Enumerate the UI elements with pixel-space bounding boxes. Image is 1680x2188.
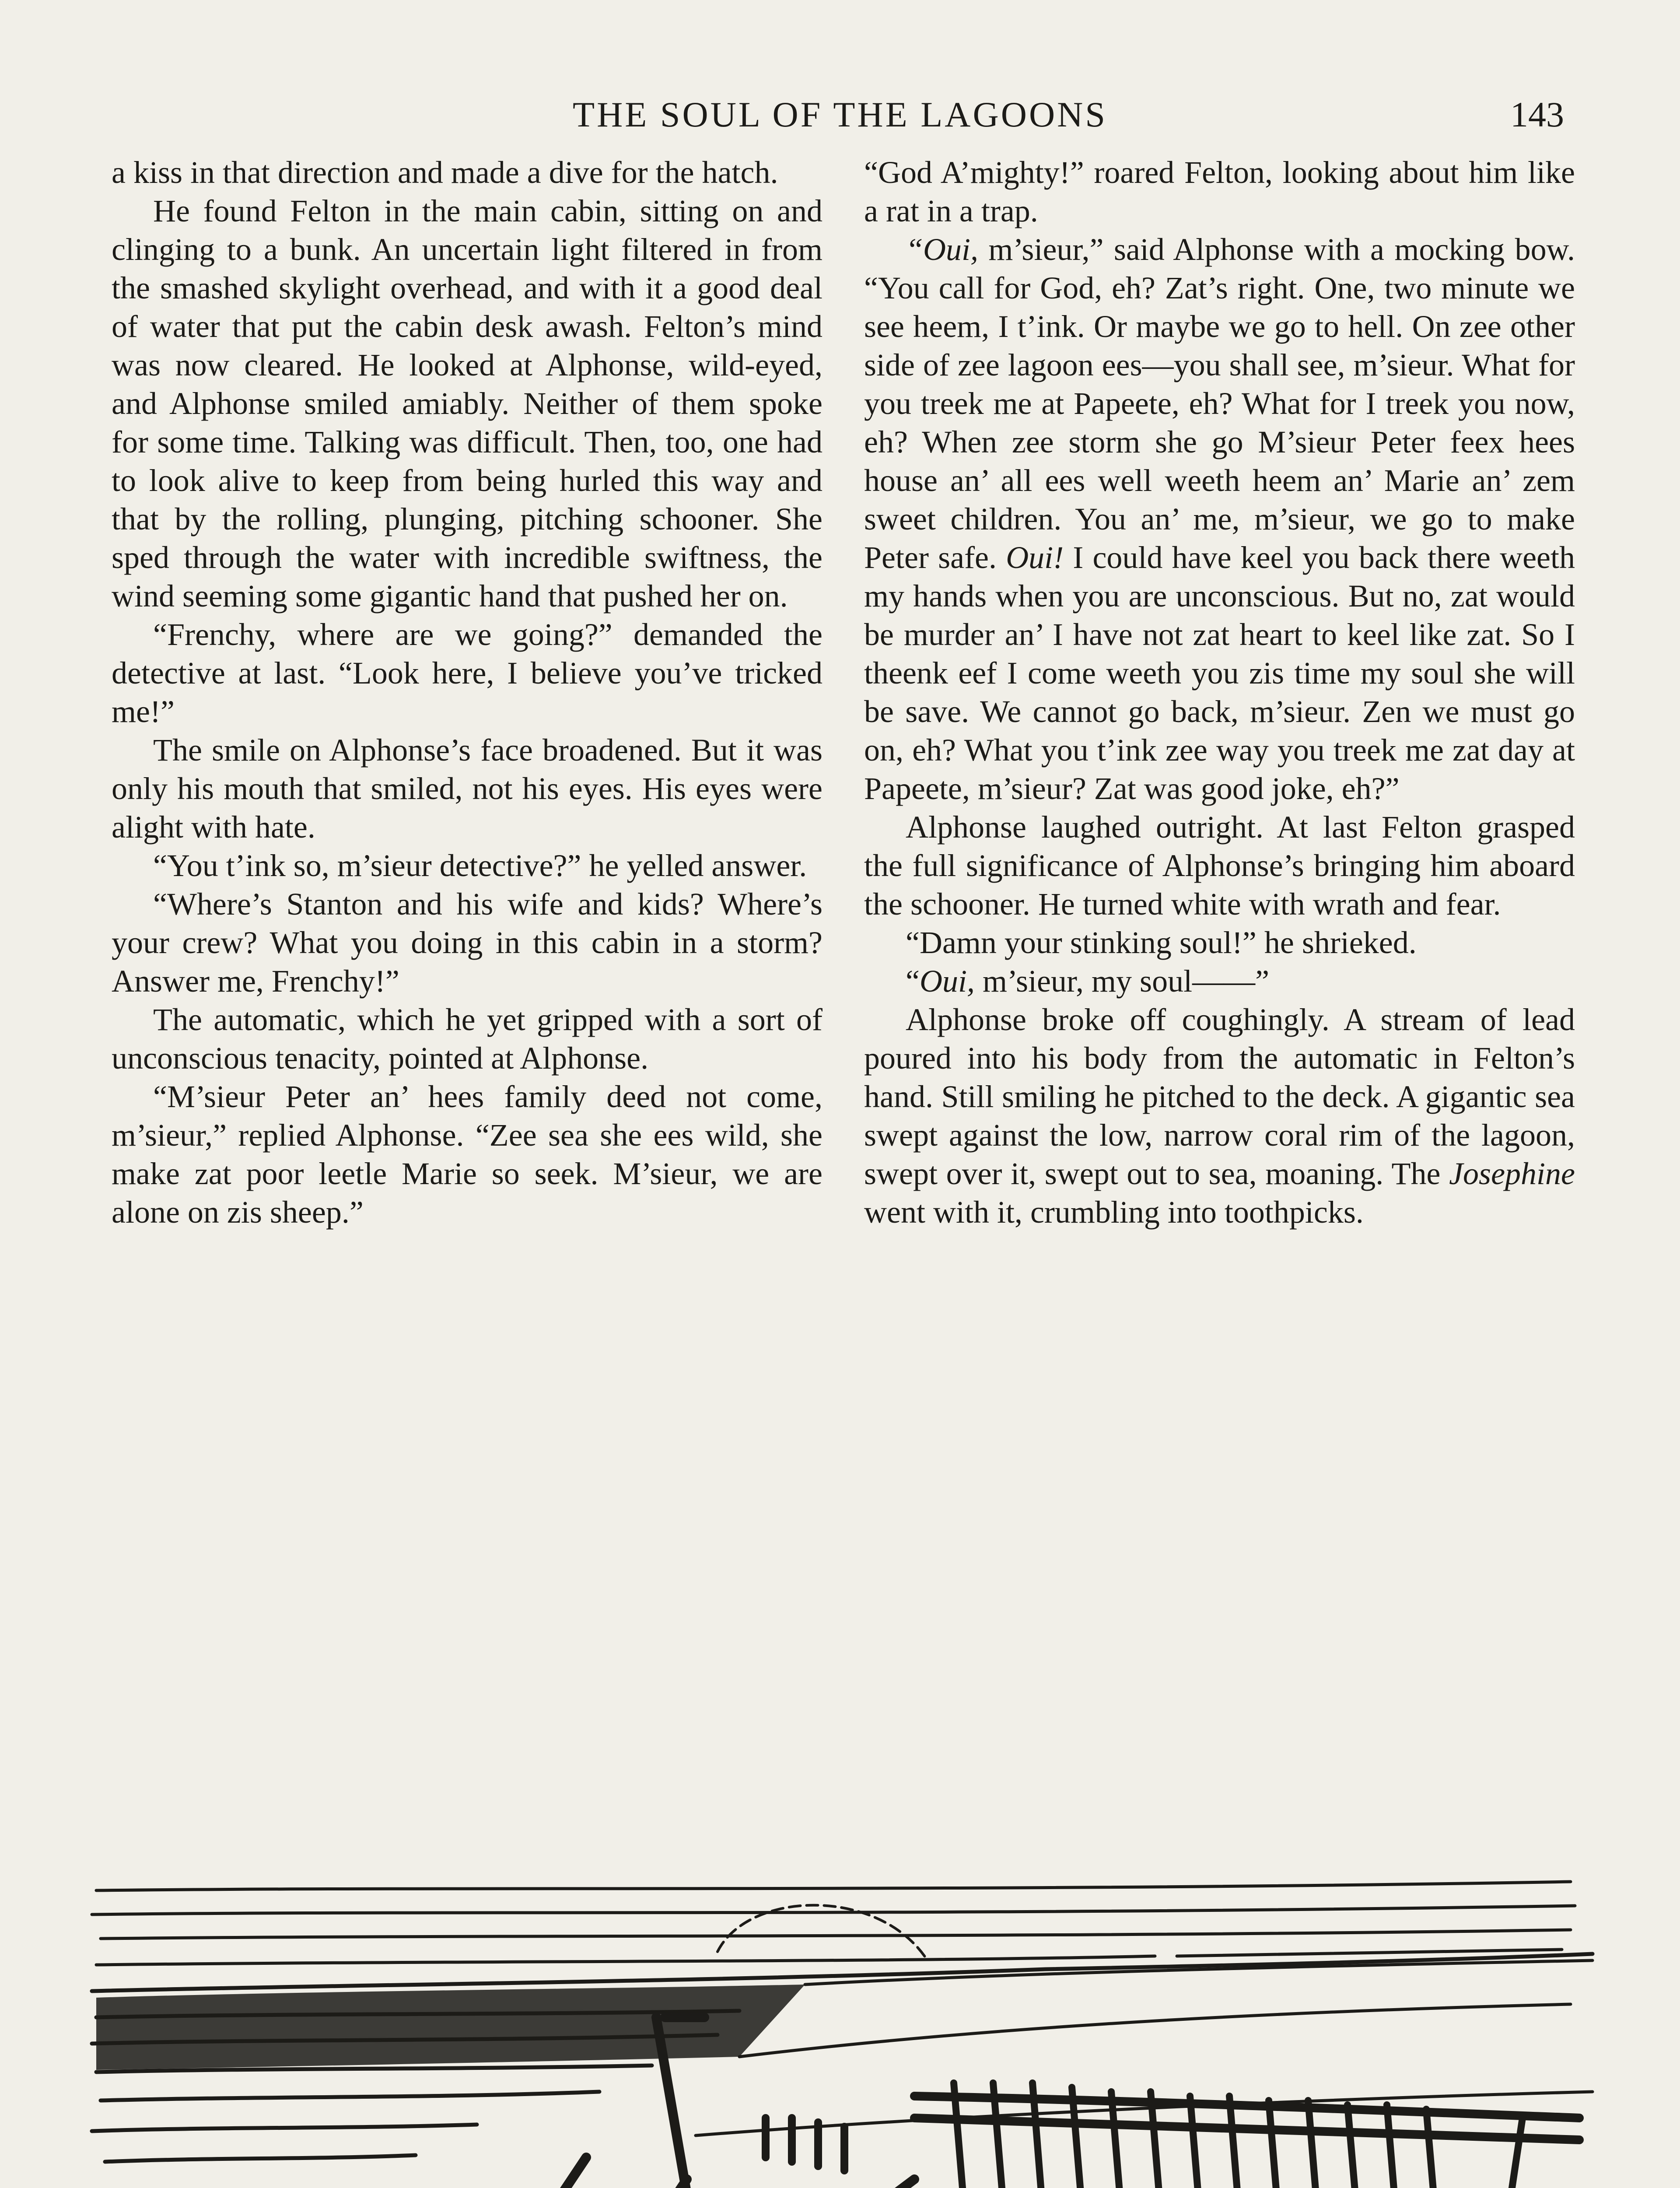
paragraph: “Frenchy, where are we going?” demanded the detective at last. “Look here, I believe you’ve tricked me!” <box>112 617 822 729</box>
fence-rail <box>914 2096 1579 2140</box>
page-number: 143 <box>1510 95 1564 134</box>
paragraph: He found Felton in the main cabin, sitting on and clinging to a bunk. An uncertain light filtered in from the smashed skylight overhead, and with it a good deal of water that put the cabin desk awash. Felton’s mind was now cleared. He looked at Alphonse, wild-eyed, and Alphonse smiled amiably. Neither of them spoke for some time. Talking was difficult. Then, too, one had to look alive to keep from being hurled this way and that by the rolling, plunging, pitching schooner. She sped through the water with incredible swiftness, the wind seeming some gigantic hand that pushed her on. <box>112 193 822 614</box>
running-head <box>0 94 1680 142</box>
paragraph: Alphonse laughed outright. At last Felton grasped the full significance of Alphonse’s bringing him aboard the schooner. He turned white with wrath and fear. <box>864 810 1575 922</box>
text-run: m’sieur,” said Alphonse with a mocking bow. “You call for God, eh? Zat’s right. One, two minute we see heem, I t’ink. Or maybe we go to hell. On zee other side of zee lagoon ees—you shall see, m’sieur. What for you treek me at Papeete, eh? What for I treek you now, eh? When zee storm she go M’sieur Peter feex hees house an’ all ees well weeth heem an’ Marie an’ zem sweet children. You an’ me, m’sieur, we go to make Peter safe. <box>864 232 1575 575</box>
text-run: m’sieur, my soul——” <box>974 964 1270 999</box>
italic-word: “Oui, <box>906 232 979 267</box>
dark-sea <box>96 1985 805 2070</box>
text-run: went with it, crumbling into toothpicks. <box>864 1195 1364 1230</box>
paragraph: “God A’mighty!” roared Felton, looking about him like a rat in a trap. <box>864 155 1575 228</box>
paragraph: The automatic, which he yet gripped with a sort of unconscious tenacity, pointed at Alphonse. <box>112 1002 822 1076</box>
paragraph: The smile on Alphonse’s face broadened. But it was only his mouth that smiled, not his eyes. His eyes were alight with hate. <box>112 733 822 845</box>
italic-word: Oui, <box>919 964 975 999</box>
paragraph: “Where’s Stanton and his wife and kids? Where’s your crew? What you doing in this cabin in a storm? Answer me, Frenchy!” <box>112 887 822 999</box>
right-text-column <box>864 153 1575 1231</box>
ship-name: Josephine <box>1449 1156 1575 1191</box>
paragraph: “Damn your stinking soul!” he shrieked. <box>906 925 1417 960</box>
shipwreck-illustration <box>83 1873 1623 2188</box>
paragraph: a kiss in that direction and made a dive for the hatch. <box>112 155 778 190</box>
italic-word: Oui! <box>1006 540 1064 575</box>
paragraph <box>864 962 1575 1000</box>
left-text-column <box>112 153 822 1231</box>
sky-lines <box>92 1882 1575 1965</box>
paragraph <box>864 230 1575 808</box>
text-run: Alphonse broke off coughingly. A stream of lead poured into his body from the automatic in Felton’s hand. Still smiling he pitched to the deck. A gigantic sea swept against the low, narrow coral rim of the lagoon, swept over it, swept out to sea, moaning. The <box>864 1002 1575 1191</box>
paragraph <box>864 1000 1575 1231</box>
text-run: I could have keel you back there weeth my hands when you are unconscious. But no, zat would be murder an’ I have not zat heart to keel like zat. So I theenk eef I come weeth you zis time my soul she will be save. We cannot go back, m’sieur. Zen we must go on, eh? What you t’ink zee way you treek me zat day at Papeete, m’sieur? Zat was good joke, eh?” <box>864 540 1575 806</box>
text-run: “ <box>906 964 920 999</box>
wreck-ribs <box>722 2118 858 2188</box>
paragraph: “You t’ink so, m’sieur detective?” he yelled answer. <box>153 848 807 883</box>
paragraph: “M’sieur Peter an’ hees family deed not come, m’sieur,” replied Alphonse. “Zee sea she ees wild, she make zat poor leetle Marie so seek. M’sieur, we are alone on zis sheep.” <box>112 1079 822 1230</box>
running-title: THE SOUL OF THE LAGOONS <box>573 95 1107 134</box>
